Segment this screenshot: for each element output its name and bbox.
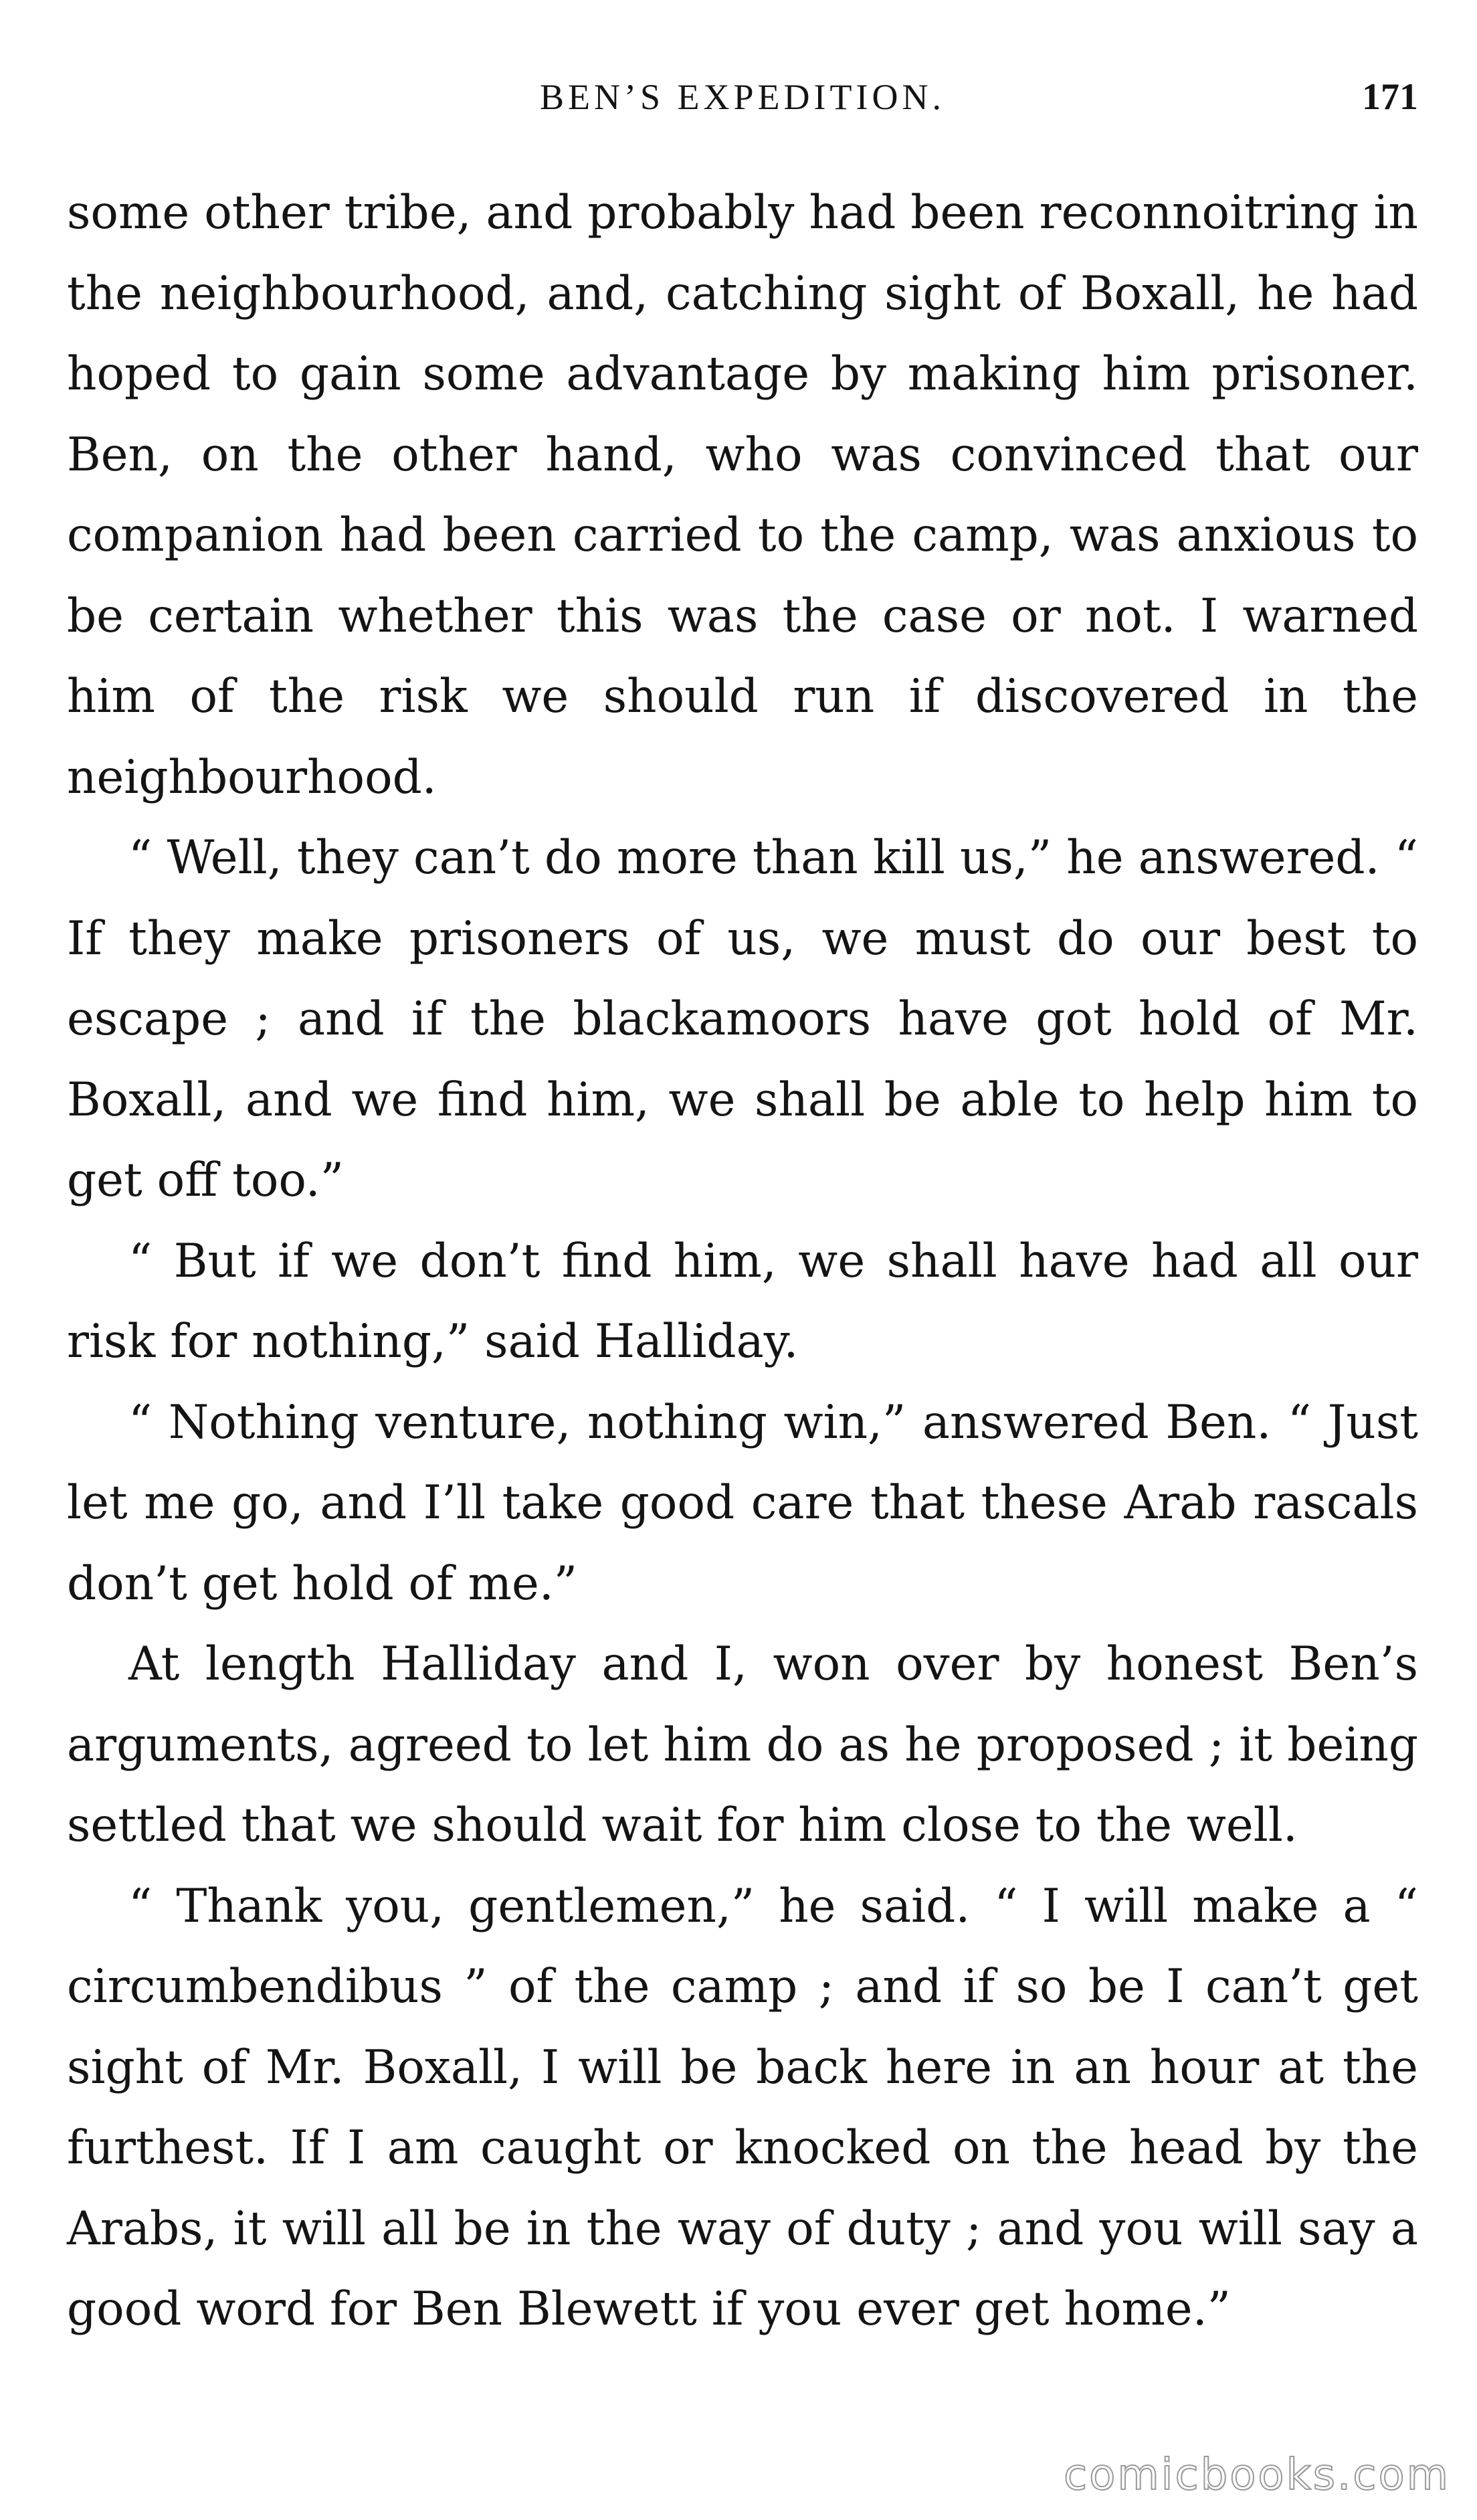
paragraph-2: “ Well, they can’t do more than kill us,” he answered. “ If they make prisoners of us, we must do our best to escape ; and if the blackamoors have got hold of Mr. Boxall, and we find him, we shall be able to help him to get off too.”	[67, 831, 1418, 1207]
watermark: comicbooks.com	[1063, 2450, 1450, 2500]
paragraph-6: “ Thank you, gentlemen,” he said. “ I will make a “ circumbendibus ” of the camp ; and if so be I can’t get sight of Mr. Boxall, I will be back here in an hour at the furthest. If I am caught or knocked on the head by the Arabs, it will all be in the way of duty ; and you will say a good word for Ben Blewett if you ever get home.”	[67, 1879, 1418, 2336]
paragraph-1: some other tribe, and probably had been reconnoitring in the neighbourhood, and, catching sight of Boxall, he had hoped to gain some advantage by making him prisoner. Ben, on the other hand, who was convinced that our companion had been carried to the camp, was anxious to be certain whether this was the case or not. I warned him of the risk we should run if discovered in the neighbourhood.	[67, 186, 1418, 804]
paragraph-3: “ But if we don’t find him, we shall have had all our risk for nothing,” said Halliday.	[67, 1234, 1418, 1368]
running-head	[67, 64, 1418, 130]
paragraph-5: At length Halliday and I, won over by honest Ben’s arguments, agreed to let him do as he proposed ; it being settled that we should wait for him close to the well.	[67, 1637, 1418, 1852]
body-text	[67, 173, 1418, 2350]
running-title: BEN’S EXPEDITION.	[540, 77, 945, 117]
page-number: 171	[1362, 76, 1418, 118]
paragraph-4: “ Nothing venture, nothing win,” answered Ben. “ Just let me go, and I’ll take good care that these Arab rascals don’t get hold of me.”	[67, 1395, 1418, 1611]
